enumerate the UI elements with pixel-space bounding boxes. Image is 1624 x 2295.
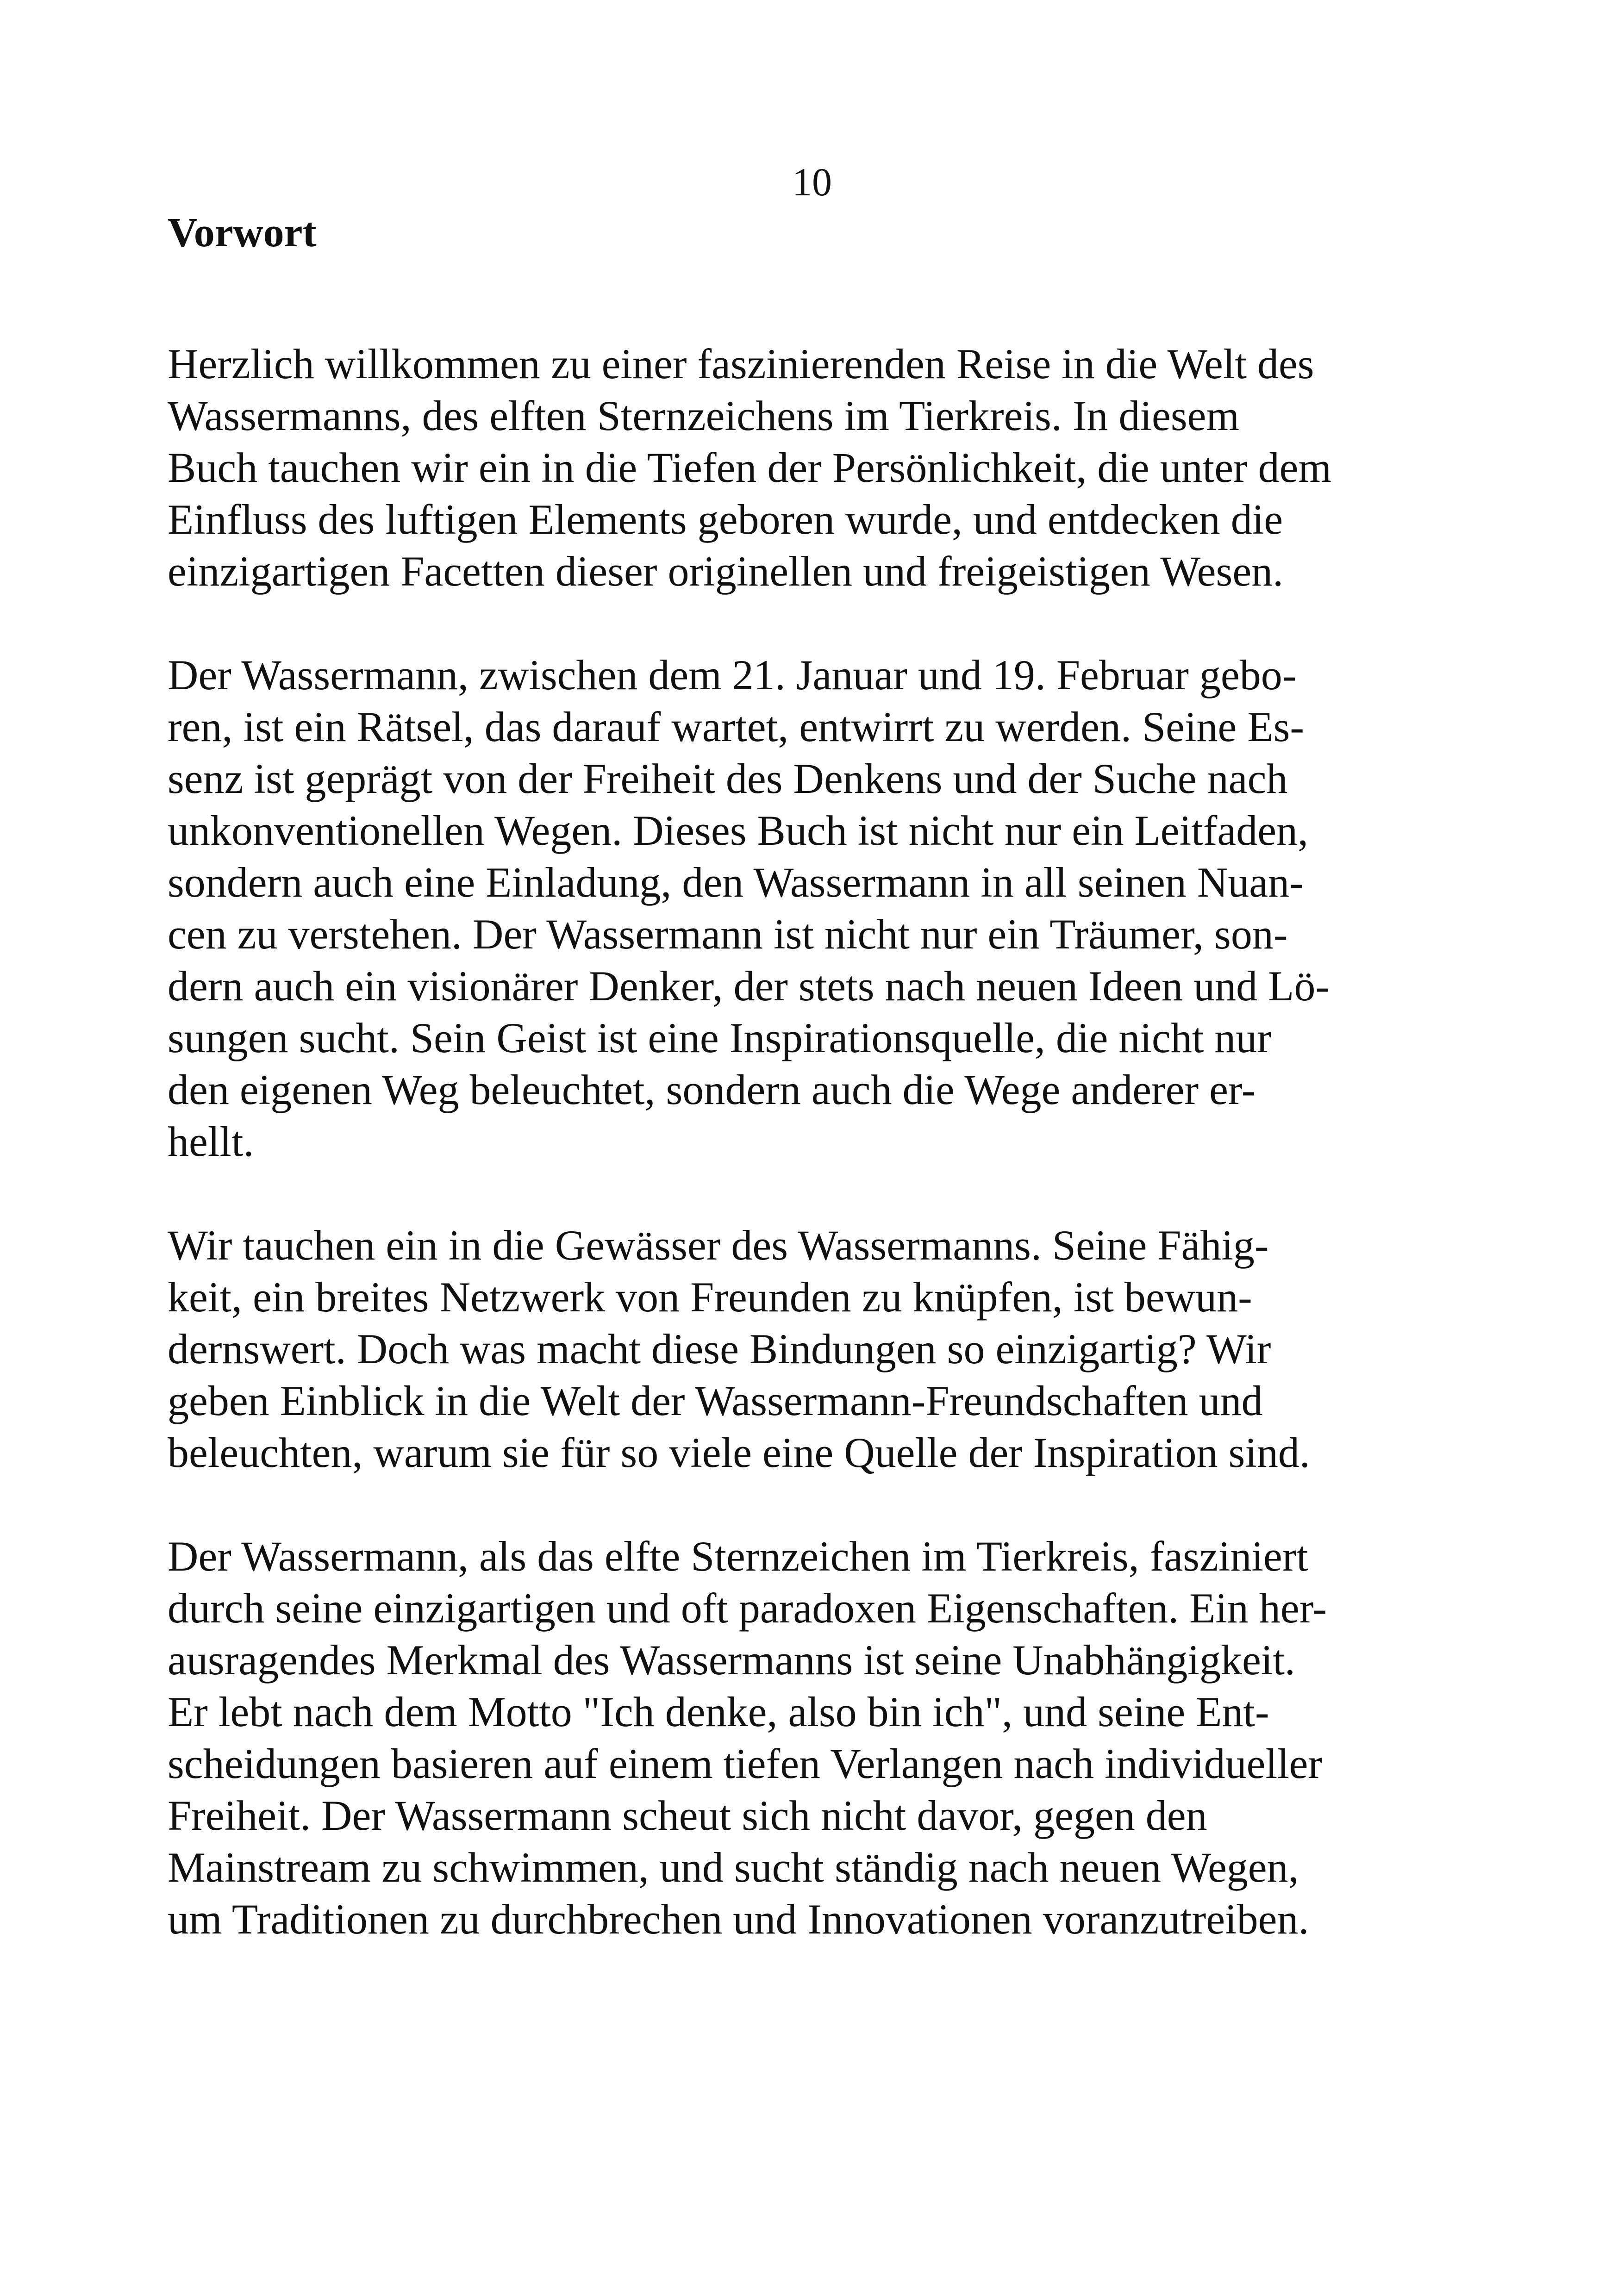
text-line: um Traditionen zu durchbrechen und Innovationen voranzutreiben. — [168, 1896, 1309, 1943]
text-line: ren, ist ein Rätsel, das darauf wartet, entwirrt zu werden. Seine Es- — [168, 703, 1305, 750]
text-line: dern auch ein visionärer Denker, der stets nach neuen Ideen und Lö- — [168, 962, 1330, 1010]
text-line: Der Wassermann, als das elfte Sternzeichen im Tierkreis, fasziniert — [168, 1533, 1308, 1580]
paragraph — [168, 1219, 1464, 1478]
text-line: Herzlich willkommen zu einer faszinierenden Reise in die Welt des — [168, 340, 1314, 387]
text-line: hellt. — [168, 1118, 254, 1165]
text-line: senz ist geprägt von der Freiheit des Denkens und der Suche nach — [168, 755, 1288, 802]
text-line: den eigenen Weg beleuchtet, sondern auch die Wege anderer er- — [168, 1066, 1256, 1113]
chapter-heading: Vorwort — [168, 210, 317, 256]
text-line: unkonventionellen Wegen. Dieses Buch ist nicht nur ein Leitfaden, — [168, 807, 1309, 854]
text-line: Wir tauchen ein in die Gewässer des Wassermanns. Seine Fähig- — [168, 1222, 1269, 1269]
text-line: beleuchten, warum sie für so viele eine Quelle der Inspiration sind. — [168, 1429, 1310, 1476]
text-line: Freiheit. Der Wassermann scheut sich nicht davor, gegen den — [168, 1792, 1207, 1839]
text-line: einzigartigen Facetten dieser originellen und freigeistigen Wesen. — [168, 548, 1284, 595]
text-line: Er lebt nach dem Motto "Ich denke, also bin ich", und seine Ent- — [168, 1688, 1269, 1735]
text-line: dernswert. Doch was macht diese Bindungen so einzigartig? Wir — [168, 1325, 1271, 1372]
text-line: Einfluss des luftigen Elements geboren wurde, und entdecken die — [168, 496, 1283, 543]
text-line: sungen sucht. Sein Geist ist eine Inspirationsquelle, die nicht nur — [168, 1014, 1271, 1061]
text-line: ausragendes Merkmal des Wassermanns ist seine Unabhängigkeit. — [168, 1636, 1295, 1684]
text-line: sondern auch eine Einladung, den Wassermann in all seinen Nuan- — [168, 859, 1304, 906]
text-line: Buch tauchen wir ein in die Tiefen der Persönlichkeit, die unter dem — [168, 444, 1332, 491]
paragraph — [168, 1530, 1464, 1945]
text-line: scheidungen basieren auf einem tiefen Verlangen nach individueller — [168, 1740, 1323, 1787]
paragraph — [168, 338, 1464, 597]
text-line: geben Einblick in die Welt der Wassermann-Freundschaften und — [168, 1377, 1263, 1424]
body-text — [168, 338, 1464, 1997]
text-line: Mainstream zu schwimmen, und sucht ständig nach neuen Wegen, — [168, 1844, 1299, 1891]
text-line: Wassermanns, des elften Sternzeichens im Tierkreis. In diesem — [168, 392, 1240, 439]
text-line: cen zu verstehen. Der Wassermann ist nicht nur ein Träumer, son- — [168, 911, 1288, 958]
text-line: durch seine einzigartigen und oft paradoxen Eigenschaften. Ein her- — [168, 1584, 1327, 1632]
text-line: Der Wassermann, zwischen dem 21. Januar und 19. Februar gebo- — [168, 651, 1297, 698]
paragraph — [168, 649, 1464, 1167]
text-line: keit, ein breites Netzwerk von Freunden zu knüpfen, ist bewun- — [168, 1273, 1252, 1321]
page-number: 10 — [792, 160, 832, 204]
